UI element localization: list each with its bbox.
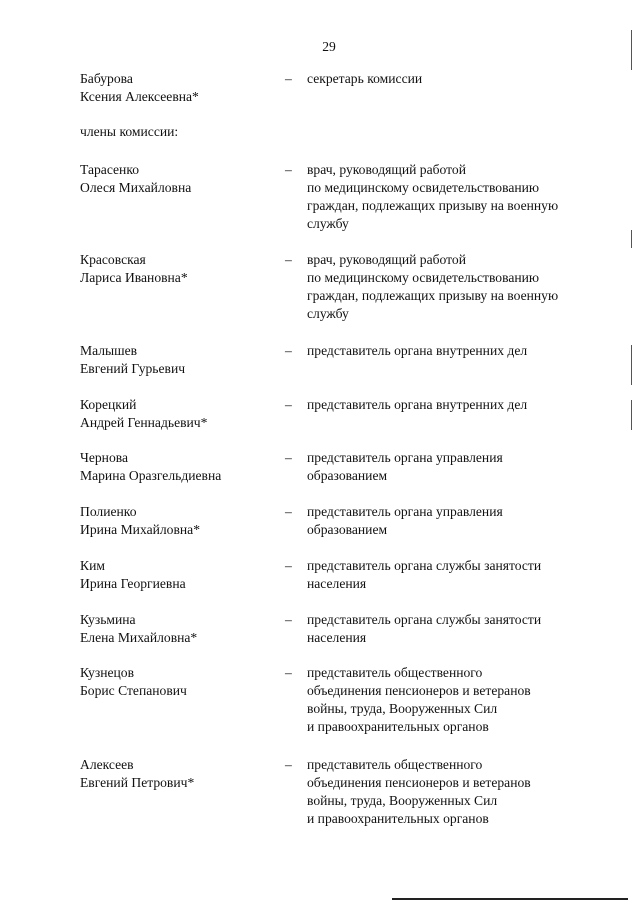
member-name: [80, 449, 280, 485]
role-line: службу: [307, 306, 349, 321]
name-line: Андрей Геннадьевич*: [80, 415, 208, 430]
role-line: службу: [307, 216, 349, 231]
role-line: представитель органа управления: [307, 504, 503, 519]
name-line: Евгений Гурьевич: [80, 361, 186, 376]
name-line: Кузьмина: [80, 612, 136, 627]
member-role: [307, 251, 607, 323]
page-number: 29: [322, 39, 336, 54]
role-line: представитель органа внутренних дел: [307, 397, 528, 412]
member-name: [80, 396, 280, 432]
role-line: по медицинскому освидетельствованию: [307, 270, 540, 285]
name-line: Ирина Георгиевна: [80, 576, 186, 591]
role-line: секретарь комиссии: [307, 71, 423, 86]
role-line: населения: [307, 630, 367, 645]
member-name: [80, 251, 280, 287]
member-role: [307, 611, 607, 647]
role-line: граждан, подлежащих призыву на военную: [307, 288, 559, 303]
name-line: Кузнецов: [80, 665, 135, 680]
name-line: Бабурова: [80, 71, 133, 86]
role-line: представитель органа службы занятости: [307, 612, 542, 627]
name-line: Алексеев: [80, 757, 134, 772]
name-line: Ксения Алексеевна*: [80, 89, 199, 104]
member-name: [80, 342, 280, 378]
member-role: [307, 161, 607, 233]
secretary-name: [80, 70, 280, 106]
role-line: по медицинскому освидетельствованию: [307, 180, 540, 195]
name-line: Борис Степанович: [80, 683, 187, 698]
dash: –: [285, 757, 292, 772]
member-role: [307, 342, 607, 360]
name-line: Елена Михайловна*: [80, 630, 198, 645]
dash: –: [285, 612, 292, 627]
member-role: [307, 396, 607, 414]
role-line: образованием: [307, 522, 388, 537]
name-line: Ким: [80, 558, 105, 573]
dash: –: [285, 558, 292, 573]
member-role: [307, 557, 607, 593]
scan-margin-mark: [631, 230, 632, 248]
role-line: войны, труда, Вооруженных Сил: [307, 793, 498, 808]
role-line: и правоохранительных органов: [307, 719, 489, 734]
dash: –: [285, 71, 292, 86]
role-line: объединения пенсионеров и ветеранов: [307, 775, 531, 790]
dash: –: [285, 397, 292, 412]
member-name: [80, 756, 280, 792]
name-line: Малышев: [80, 343, 138, 358]
page-bottom-rule: [392, 898, 628, 900]
role-line: представитель органа внутренних дел: [307, 343, 528, 358]
scan-margin-mark: [631, 400, 632, 430]
name-line: Лариса Ивановна*: [80, 270, 188, 285]
dash: –: [285, 504, 292, 519]
member-name: [80, 664, 280, 700]
member-role: [307, 756, 607, 828]
member-name: [80, 611, 280, 647]
members-heading: члены комиссии:: [80, 124, 179, 139]
member-role: [307, 664, 607, 736]
name-line: Олеся Михайловна: [80, 180, 192, 195]
role-line: объединения пенсионеров и ветеранов: [307, 683, 531, 698]
role-line: войны, труда, Вооруженных Сил: [307, 701, 498, 716]
name-line: Марина Оразгельдиевна: [80, 468, 222, 483]
dash: –: [285, 343, 292, 358]
role-line: граждан, подлежащих призыву на военную: [307, 198, 559, 213]
role-line: врач, руководящий работой: [307, 162, 466, 177]
member-name: [80, 503, 280, 539]
dash: –: [285, 162, 292, 177]
member-role: [307, 503, 607, 539]
name-line: Тарасенко: [80, 162, 140, 177]
role-line: образованием: [307, 468, 388, 483]
dash: –: [285, 450, 292, 465]
role-line: населения: [307, 576, 367, 591]
member-role: [307, 449, 607, 485]
name-line: Полиенко: [80, 504, 137, 519]
member-name: [80, 161, 280, 197]
dash: –: [285, 665, 292, 680]
scan-margin-mark: [631, 345, 632, 385]
role-line: представитель общественного: [307, 757, 483, 772]
name-line: Евгений Петрович*: [80, 775, 195, 790]
name-line: Корецкий: [80, 397, 137, 412]
dash: –: [285, 252, 292, 267]
role-line: представитель общественного: [307, 665, 483, 680]
name-line: Ирина Михайловна*: [80, 522, 200, 537]
role-line: представитель органа управления: [307, 450, 503, 465]
role-line: представитель органа службы занятости: [307, 558, 542, 573]
member-name: [80, 557, 280, 593]
name-line: Чернова: [80, 450, 129, 465]
secretary-role: [307, 70, 607, 88]
role-line: врач, руководящий работой: [307, 252, 466, 267]
name-line: Красовская: [80, 252, 146, 267]
role-line: и правоохранительных органов: [307, 811, 489, 826]
scan-margin-mark: [631, 30, 632, 70]
